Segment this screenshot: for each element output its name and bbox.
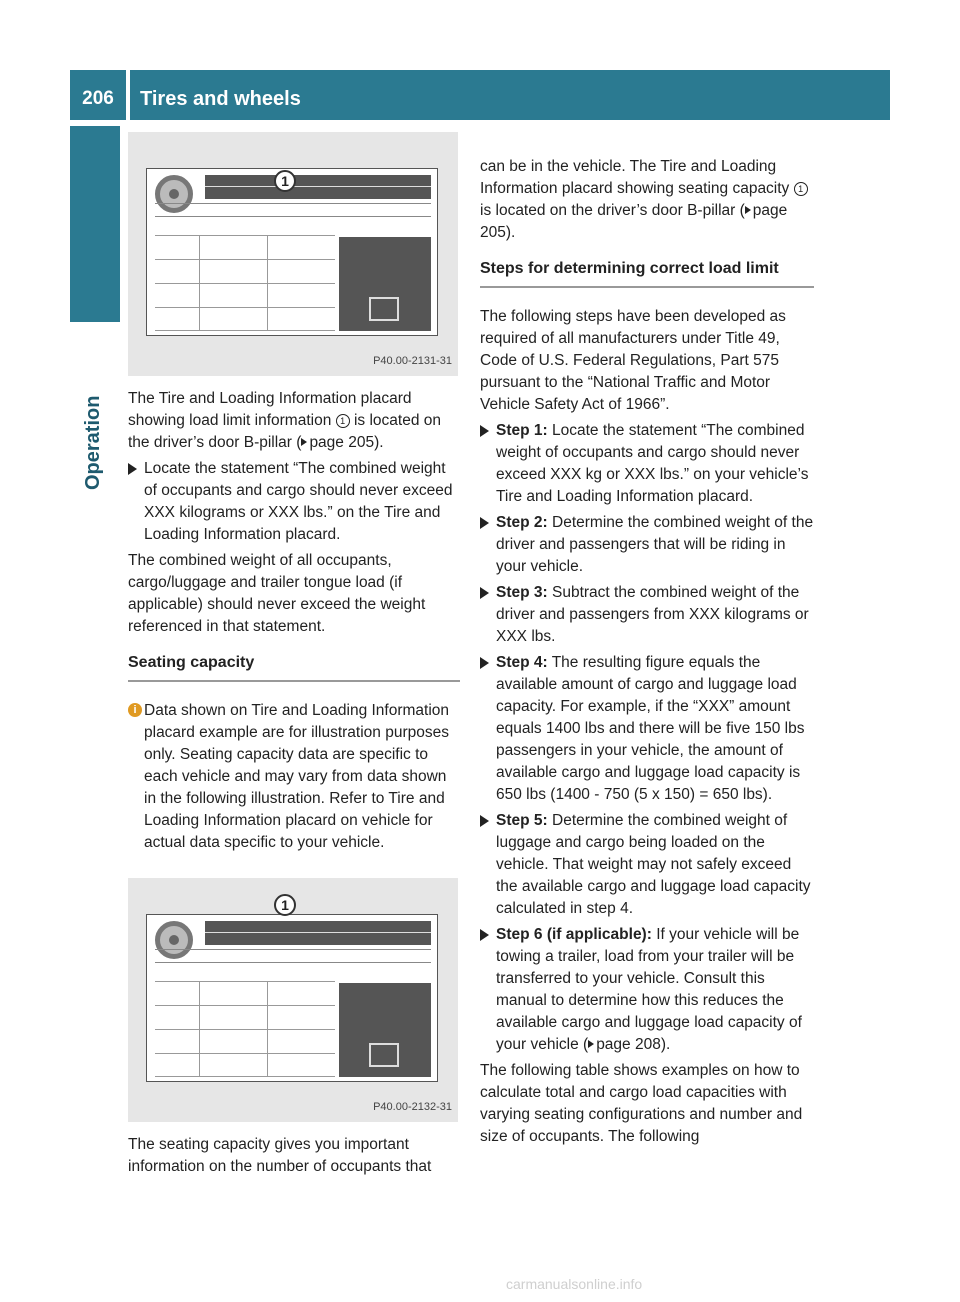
step-arrow-icon	[128, 463, 137, 475]
step-arrow-icon	[480, 425, 489, 437]
paragraph: The following steps have been developed as required of all manufacturers under Title 49, Code of U.S. Federal Regulations, Part 575 pursuant to the “National Traffic and Motor Vehicle Safety Act of 1966”.	[480, 308, 786, 413]
action-step: Step 4: The resulting figure equals the available amount of cargo and luggage load capacity. For example, if the “XXX” amount equals 1400 lbs and there will be five 150 lbs passengers in your vehicle, the amount of available cargo and luggage load capacity is 650 lbs (1400 - 750 (5 x 150) = 650 lbs).	[480, 652, 814, 806]
page-ref-arrow-icon	[301, 438, 307, 446]
see-manual-box	[339, 237, 431, 331]
callout-ref: 1	[794, 182, 808, 196]
action-step: Step 2: Determine the combined weight of the driver and passengers that will be riding in your vehicle.	[480, 512, 814, 578]
callout-1: 1	[274, 170, 296, 192]
callout-ref: 1	[336, 414, 350, 428]
left-column	[128, 132, 460, 1182]
figure-code: P40.00-2131-31	[373, 355, 452, 367]
book-icon	[369, 1043, 399, 1067]
chapter-title: Tires and wheels	[140, 88, 301, 110]
seating-row	[155, 203, 431, 217]
step-arrow-icon	[480, 587, 489, 599]
paragraph: The seating capacity gives you important information on the number of occupants that	[128, 1136, 432, 1175]
step-arrow-icon	[480, 517, 489, 529]
side-tab	[70, 126, 120, 322]
placard-figure-1	[128, 132, 458, 376]
placard-illustration	[146, 914, 438, 1082]
section-heading: Steps for determining correct load limit	[480, 258, 814, 288]
right-column	[480, 156, 814, 1152]
info-note: i Data shown on Tire and Loading Information placard example are for illustration purposes only. Seating capacity data are specific to each vehicle and may vary from data shown in the following illustration. Refer to Tire and Loading Information placard on vehicle for actual data specific to your vehicle.	[128, 700, 460, 854]
placard-header	[205, 921, 431, 945]
placard-illustration	[146, 168, 438, 336]
callout-1: 1	[274, 894, 296, 916]
book-icon	[369, 297, 399, 321]
action-step: Step 1: Locate the statement “The combined weight of occupants and cargo should never exceed XXX kg or XXX lbs.” on your vehicle’s Tire and Loading Information placard.	[480, 420, 814, 508]
paragraph: The following table shows examples on how to calculate total and cargo load capacities with varying seating configurations and number and size of occupants. The following	[480, 1062, 803, 1145]
section-heading: Seating capacity	[128, 652, 460, 682]
action-step: Step 3: Subtract the combined weight of the driver and passengers from XXX kilograms or XXX lbs.	[480, 582, 814, 648]
action-step: Step 5: Determine the combined weight of luggage and cargo being loaded on the vehicle. That weight may not safely exceed the available cargo and luggage load capacity calculated in step 4.	[480, 810, 814, 920]
figure-code: P40.00-2132-31	[373, 1101, 452, 1113]
header-separator	[126, 70, 130, 120]
step-arrow-icon	[480, 929, 489, 941]
side-tab-label: Operation	[82, 395, 104, 490]
step-arrow-icon	[480, 657, 489, 669]
see-manual-box	[339, 983, 431, 1077]
action-step: Step 6 (if applicable): If your vehicle will be towing a trailer, load from your trailer will be transferred to your vehicle. Consult this manual to determine how this reduces the available cargo and luggage load capacity of your vehicle ( page 208).	[480, 924, 814, 1056]
watermark: carmanualsonline.info	[506, 1276, 643, 1292]
placard-figure-2	[128, 878, 458, 1122]
step-arrow-icon	[480, 815, 489, 827]
page-ref-arrow-icon	[745, 206, 751, 214]
paragraph: The Tire and Loading Information placard showing load limit information 1 is located on the driver’s door B-pillar ( page 205).	[128, 390, 441, 451]
paragraph: can be in the vehicle. The Tire and Loading Information placard showing seating capacity 1 is located on the driver’s door B-pillar ( page 205).	[480, 156, 814, 244]
placard-header	[205, 175, 431, 199]
paragraph: The combined weight of all occupants, cargo/luggage and trailer tongue load (if applicable) should never exceed the weight referenced in that statement.	[128, 552, 426, 635]
page-ref-arrow-icon	[588, 1040, 594, 1048]
action-step: Locate the statement “The combined weight of occupants and cargo should never exceed XXX kilograms or XXX lbs.” on the Tire and Loading Information placard.	[128, 458, 460, 546]
seating-row	[155, 949, 431, 963]
info-icon: i	[128, 703, 142, 717]
page-number: 206	[82, 88, 114, 109]
